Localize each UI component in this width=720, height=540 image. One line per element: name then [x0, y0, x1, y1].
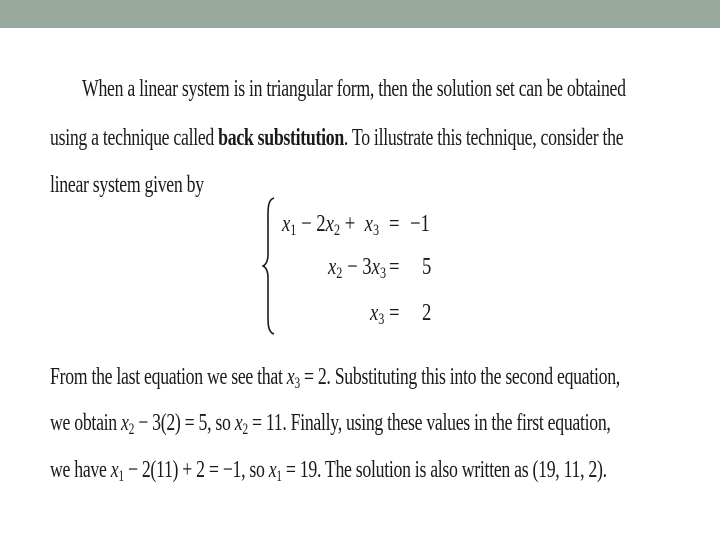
- paragraph1-line2: [50, 125, 623, 152]
- p2l3-var1: x: [110, 457, 119, 483]
- paragraph2-line3: [50, 457, 607, 486]
- eq1-var2: x: [325, 211, 334, 237]
- equation3-lhs: [370, 300, 384, 329]
- equation2-lhs: [328, 254, 386, 283]
- eq2-op1: − 3: [342, 254, 372, 280]
- p2l3-sub2: 1: [276, 467, 282, 485]
- equation2-equals: =: [389, 254, 400, 280]
- eq1-var3: x: [364, 211, 373, 237]
- slide-top-bar: [0, 0, 720, 28]
- equation1-lhs: [282, 211, 379, 240]
- eq2-sub2: 3: [379, 264, 387, 282]
- equation3-equals: =: [389, 300, 400, 326]
- eq2-var2: x: [371, 254, 380, 280]
- eq1-sub2: 2: [333, 221, 341, 239]
- p2l3-sub1: 1: [118, 467, 124, 485]
- eq1-op1: − 2: [296, 211, 326, 237]
- eq3-sub1: 3: [378, 310, 385, 328]
- p2l1-text-end: = 2. Substituting this into the second equation,: [299, 364, 620, 390]
- eq3-var1: x: [370, 300, 379, 326]
- p2l3-mid: − 2(11) + 2 = −1, so: [123, 457, 269, 483]
- p2l2-text-end: = 11. Finally, using these values in the first equation,: [247, 410, 611, 436]
- p2l2-var1: x: [121, 410, 129, 436]
- paragraph1-line1: When a linear system is in triangular form, then the solution set can be obtained: [82, 76, 626, 102]
- p2l2-sub1: 2: [128, 420, 135, 438]
- equation3-rhs: 2: [422, 300, 432, 326]
- eq1-sub1: 1: [290, 221, 297, 239]
- equation1-rhs: −1: [410, 211, 430, 237]
- eq2-sub1: 2: [336, 264, 343, 282]
- p2l3-text-end: = 19. The solution is also written as (19, 11, 2).: [281, 457, 607, 483]
- p2l2-var2: x: [234, 410, 243, 436]
- p2l1-text: From the last equation we see that: [50, 364, 287, 390]
- equation1-equals: =: [389, 211, 400, 237]
- p2l2-mid: − 3(2) = 5, so: [134, 410, 235, 436]
- paragraph2-line2: [50, 410, 611, 439]
- eq1-var1: x: [282, 211, 291, 237]
- paragraph1-line3: linear system given by: [50, 172, 204, 198]
- p2l3-text: we have: [50, 457, 111, 483]
- left-brace-icon: [262, 196, 276, 336]
- p2l2-sub2: 2: [242, 420, 248, 438]
- p2l3-var2: x: [268, 457, 277, 483]
- paragraph2-line1: [50, 364, 620, 393]
- eq1-sub3: 3: [372, 221, 380, 239]
- equation-system: [262, 196, 462, 346]
- equation2-rhs: 5: [422, 254, 432, 280]
- paragraph1-line2-text: using a technique called: [50, 125, 219, 151]
- eq2-var1: x: [328, 254, 337, 280]
- eq1-op2: +: [340, 211, 365, 237]
- p2l1-sub: 3: [294, 374, 300, 392]
- p2l1-var: x: [286, 364, 295, 390]
- p2l2-text: we obtain: [50, 410, 122, 436]
- paragraph1-line2-text-end: . To illustrate this technique, consider the: [343, 125, 624, 151]
- term-back-substitution: back substitution: [218, 125, 344, 151]
